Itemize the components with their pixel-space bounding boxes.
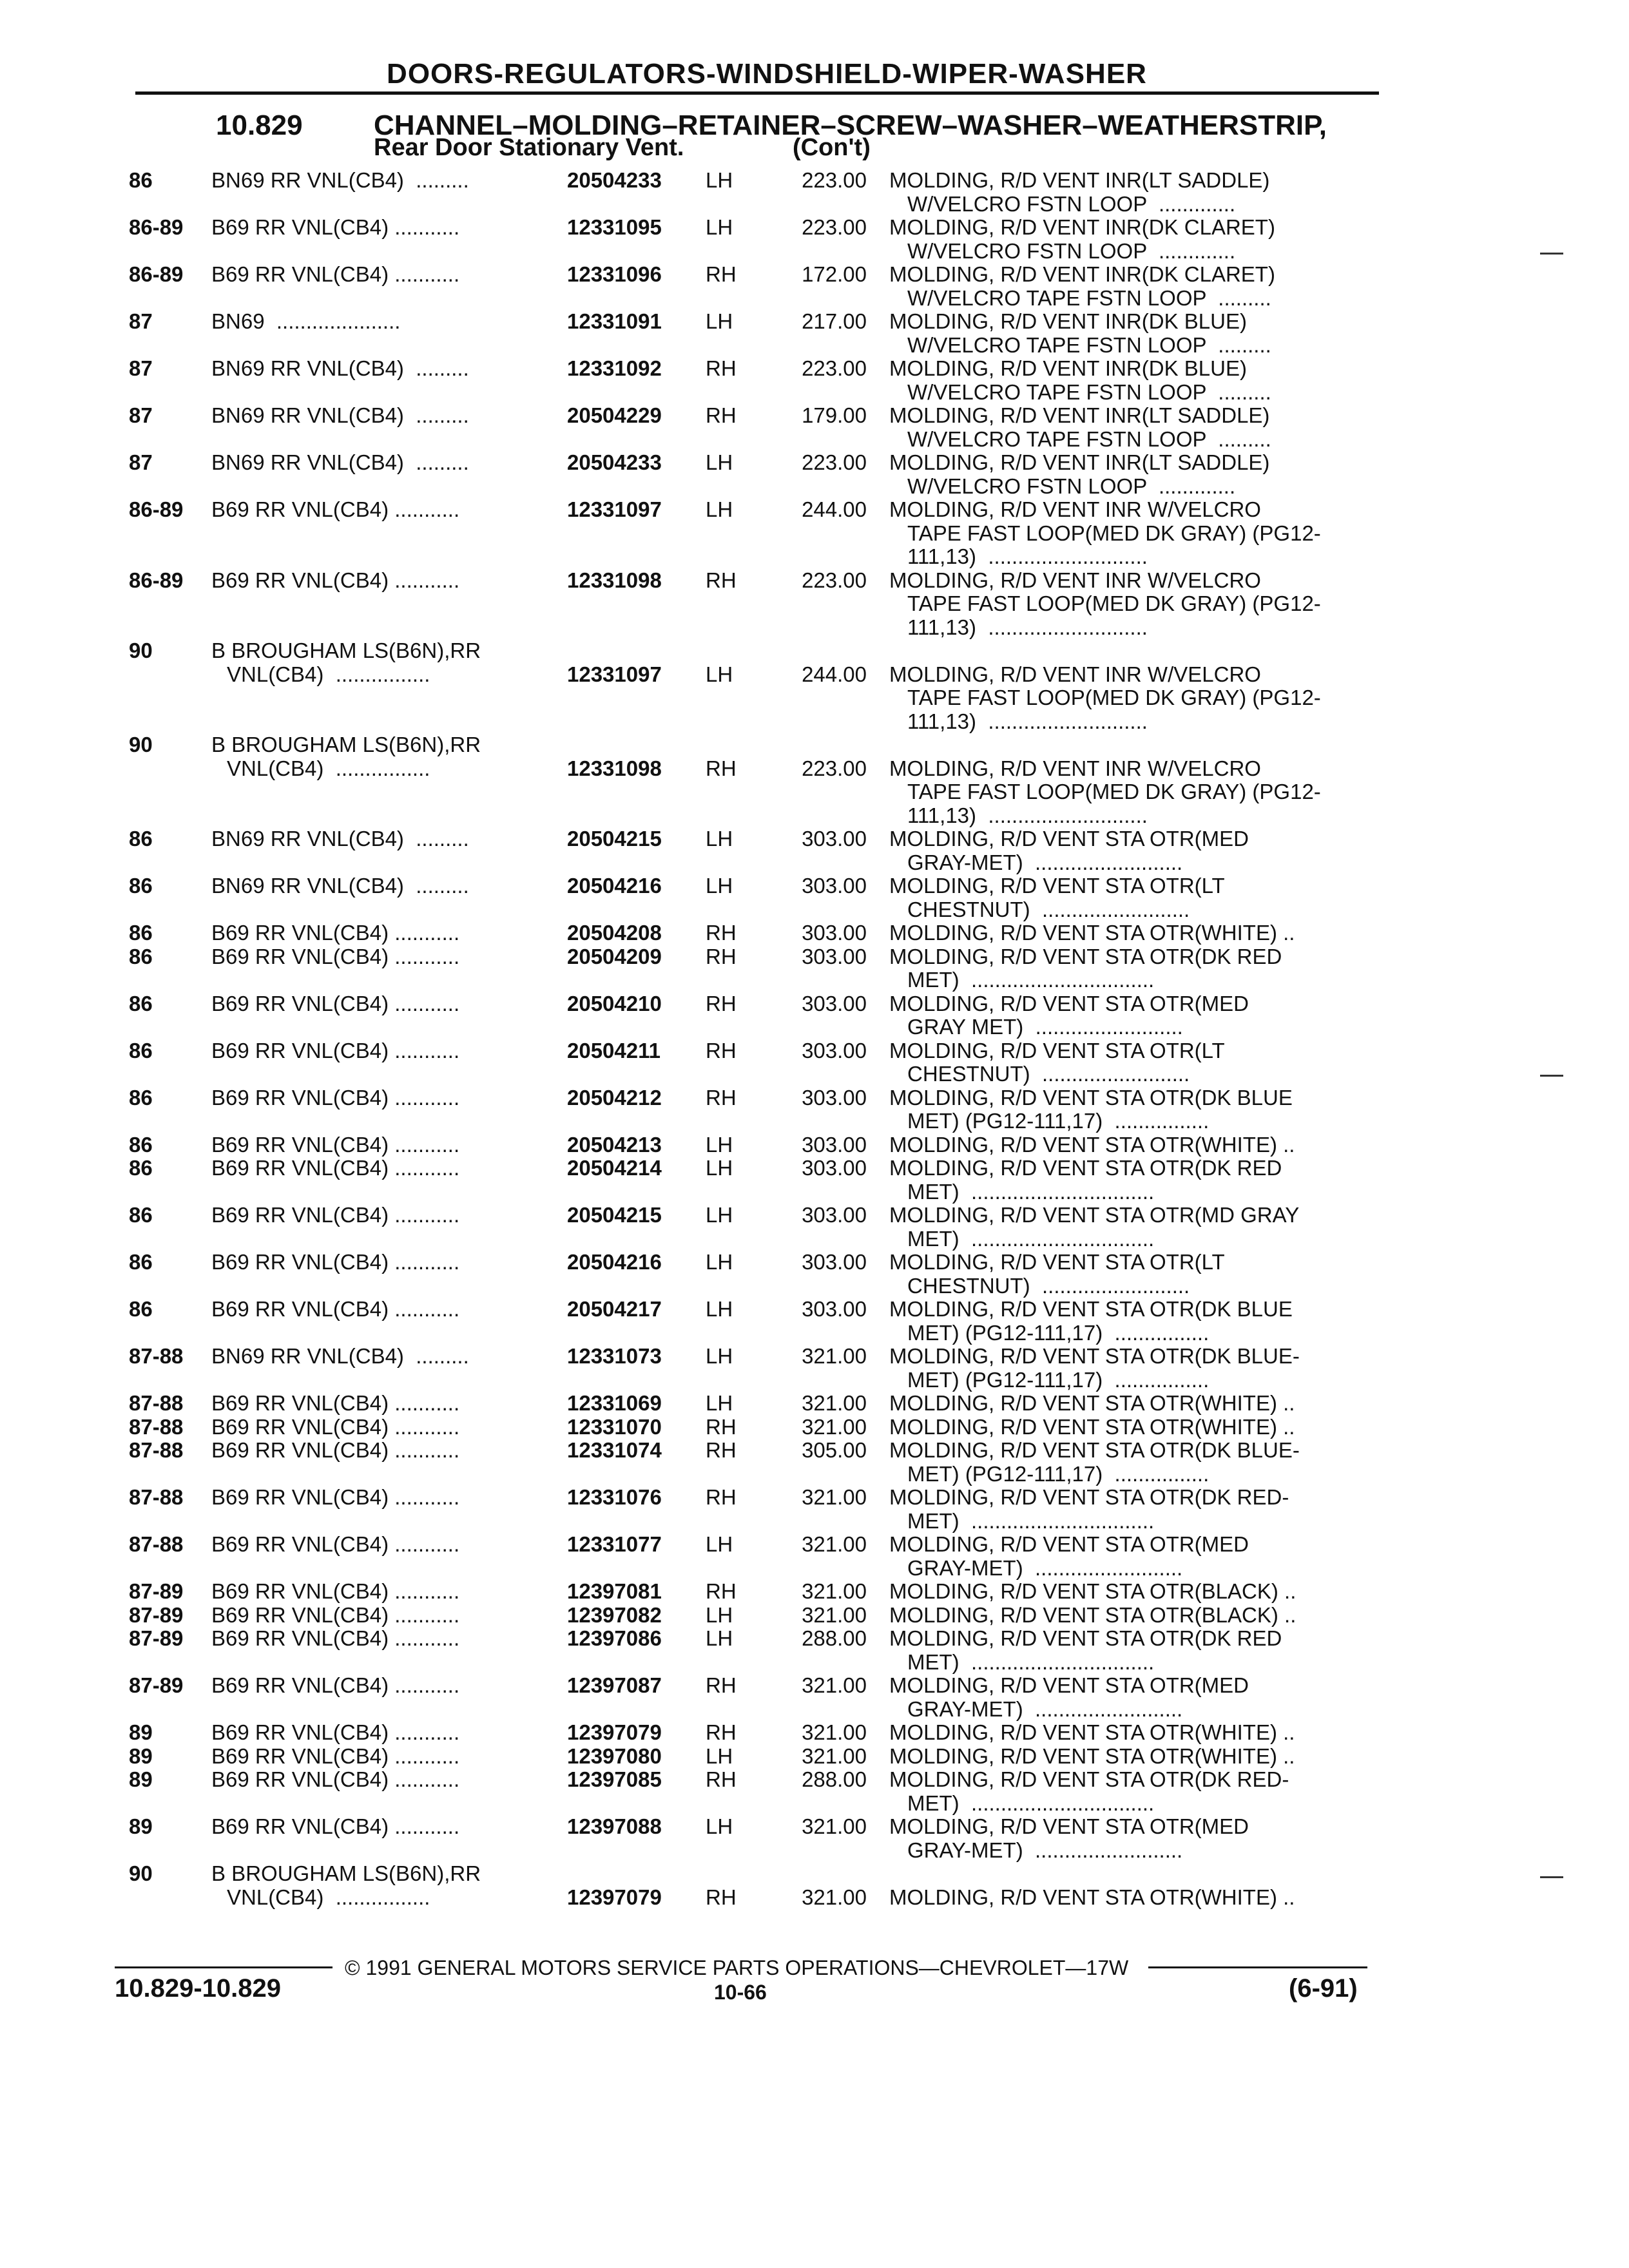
row-model: VNL(CB4) ................ — [227, 756, 430, 780]
section-title: CHANNEL–MOLDING–RETAINER–SCREW–WASHER–WEATHERSTRIP, — [374, 110, 1327, 141]
row-year: 86 — [129, 921, 153, 945]
row-year: 86-89 — [129, 497, 184, 521]
row-side: RH — [706, 1438, 737, 1462]
row-part-number: 20504212 — [567, 1085, 662, 1110]
row-part-number: 12331091 — [567, 309, 662, 333]
footer-section-range: 10.829-10.829 — [115, 1974, 282, 2003]
row-price: 321.00 — [802, 1485, 867, 1509]
row-model: B69 RR VNL(CB4) ........... — [211, 568, 460, 592]
row-part-number: 20504233 — [567, 168, 662, 192]
row-description: CHESTNUT) ......................... — [907, 897, 1190, 921]
row-model: B69 RR VNL(CB4) ........... — [211, 1038, 460, 1062]
row-description: MET) (PG12-111,17) ................ — [907, 1320, 1210, 1345]
row-year: 86-89 — [129, 568, 184, 592]
row-description: TAPE FAST LOOP(MED DK GRAY) (PG12- — [907, 686, 1321, 709]
row-price: 223.00 — [802, 568, 867, 592]
row-part-number: 20504215 — [567, 827, 662, 850]
row-year: 86-89 — [129, 262, 184, 286]
row-description: MET) (PG12-111,17) ................ — [907, 1367, 1210, 1392]
row-description: MOLDING, R/D VENT STA OTR(WHITE) .. — [889, 1391, 1295, 1415]
row-side: RH — [706, 1085, 737, 1110]
row-model: B69 RR VNL(CB4) ........... — [211, 1532, 460, 1556]
row-description: MOLDING, R/D VENT STA OTR(MED — [889, 1814, 1249, 1838]
row-part-number: 12331074 — [567, 1438, 662, 1462]
row-description: MOLDING, R/D VENT STA OTR(DK BLUE- — [889, 1344, 1300, 1368]
row-side: LH — [706, 1156, 733, 1180]
row-model: VNL(CB4) ................ — [227, 662, 430, 686]
row-description: TAPE FAST LOOP(MED DK GRAY) (PG12- — [907, 521, 1321, 545]
row-model: BN69 RR VNL(CB4) ......... — [211, 168, 469, 192]
row-model: BN69 ..................... — [211, 309, 401, 333]
row-part-number: 20504229 — [567, 403, 662, 427]
row-description: MOLDING, R/D VENT INR(DK BLUE) — [889, 309, 1247, 333]
row-description: MOLDING, R/D VENT STA OTR(DK RED- — [889, 1485, 1289, 1509]
row-part-number: 20504208 — [567, 921, 662, 945]
row-price: 321.00 — [802, 1391, 867, 1415]
margin-tick — [1540, 1075, 1563, 1077]
row-model: B69 RR VNL(CB4) ........... — [211, 1744, 460, 1768]
row-price: 217.00 — [802, 309, 867, 333]
row-price: 288.00 — [802, 1767, 867, 1791]
row-model: B69 RR VNL(CB4) ........... — [211, 1579, 460, 1603]
row-description: MET) ............................... — [907, 1508, 1155, 1533]
row-year: 86 — [129, 168, 153, 192]
footer-rule-right — [1148, 1966, 1367, 1968]
row-year: 86 — [129, 1132, 153, 1157]
row-description: MOLDING, R/D VENT INR(DK CLARET) — [889, 215, 1275, 239]
row-description: MOLDING, R/D VENT STA OTR(WHITE) .. — [889, 1414, 1295, 1439]
row-year: 86 — [129, 991, 153, 1015]
margin-tick — [1540, 1876, 1563, 1878]
row-model: BN69 RR VNL(CB4) ......... — [211, 403, 469, 427]
row-description: MOLDING, R/D VENT STA OTR(WHITE) .. — [889, 1885, 1295, 1909]
row-part-number: 20504214 — [567, 1156, 662, 1180]
row-price: 223.00 — [802, 356, 867, 380]
row-description: MET) (PG12-111,17) ................ — [907, 1461, 1210, 1486]
row-side: LH — [706, 1203, 733, 1227]
row-price: 223.00 — [802, 168, 867, 192]
row-price: 179.00 — [802, 403, 867, 427]
row-year: 90 — [129, 1861, 153, 1885]
row-description: MOLDING, R/D VENT STA OTR(BLACK) .. — [889, 1602, 1296, 1627]
row-part-number: 12331098 — [567, 568, 662, 592]
row-part-number: 12397082 — [567, 1602, 662, 1627]
row-model: B69 RR VNL(CB4) ........... — [211, 1132, 460, 1157]
margin-tick — [1540, 253, 1563, 255]
row-year: 86 — [129, 944, 153, 968]
row-part-number: 12397081 — [567, 1579, 662, 1603]
row-price: 321.00 — [802, 1602, 867, 1627]
row-model: B69 RR VNL(CB4) ........... — [211, 1085, 460, 1110]
row-year: 86 — [129, 1085, 153, 1110]
row-part-number: 12331092 — [567, 356, 662, 380]
row-model: BN69 RR VNL(CB4) ......... — [211, 356, 469, 380]
row-side: LH — [706, 1626, 733, 1650]
row-description: MOLDING, R/D VENT STA OTR(MED — [889, 1532, 1249, 1556]
row-description: 111,13) ........................... — [907, 615, 1148, 639]
row-description: MOLDING, R/D VENT STA OTR(DK RED — [889, 944, 1282, 968]
row-model: VNL(CB4) ................ — [227, 1885, 430, 1909]
row-model: B69 RR VNL(CB4) ........... — [211, 921, 460, 945]
row-side: RH — [706, 262, 737, 286]
row-part-number: 12397088 — [567, 1814, 662, 1838]
row-description: 111,13) ........................... — [907, 803, 1148, 827]
row-year: 89 — [129, 1767, 153, 1791]
row-year: 86 — [129, 1250, 153, 1274]
row-price: 303.00 — [802, 1203, 867, 1227]
row-year: 87 — [129, 450, 153, 474]
row-part-number: 12331076 — [567, 1485, 662, 1509]
row-side: RH — [706, 1767, 737, 1791]
row-part-number: 12331097 — [567, 662, 662, 686]
footer-date: (6-91) — [1289, 1974, 1358, 2003]
row-year: 86-89 — [129, 215, 184, 239]
row-part-number: 20504217 — [567, 1297, 662, 1321]
row-model: B69 RR VNL(CB4) ........... — [211, 1438, 460, 1462]
row-description: MOLDING, R/D VENT STA OTR(LT — [889, 1038, 1225, 1062]
row-description: W/VELCRO FSTN LOOP ............. — [907, 474, 1236, 498]
row-model: B69 RR VNL(CB4) ........... — [211, 1673, 460, 1697]
row-description: MOLDING, R/D VENT INR(LT SADDLE) — [889, 450, 1270, 474]
row-price: 303.00 — [802, 1085, 867, 1110]
row-part-number: 20504216 — [567, 874, 662, 898]
row-year: 90 — [129, 733, 153, 756]
row-description: MET) ............................... — [907, 1791, 1155, 1815]
row-price: 303.00 — [802, 991, 867, 1015]
row-price: 321.00 — [802, 1885, 867, 1909]
row-description: MOLDING, R/D VENT STA OTR(LT — [889, 874, 1225, 898]
row-year: 86 — [129, 1156, 153, 1180]
row-description: MOLDING, R/D VENT INR W/VELCRO — [889, 568, 1261, 592]
row-year: 87 — [129, 356, 153, 380]
row-side: LH — [706, 874, 733, 898]
row-year: 87-89 — [129, 1626, 184, 1650]
row-part-number: 12331077 — [567, 1532, 662, 1556]
row-description: MOLDING, R/D VENT STA OTR(LT — [889, 1250, 1225, 1274]
row-price: 172.00 — [802, 262, 867, 286]
row-description: MOLDING, R/D VENT INR(LT SADDLE) — [889, 403, 1270, 427]
row-side: RH — [706, 356, 737, 380]
row-description: MOLDING, R/D VENT STA OTR(WHITE) .. — [889, 1132, 1295, 1157]
row-part-number: 12331095 — [567, 215, 662, 239]
row-side: RH — [706, 1720, 737, 1744]
row-model: B69 RR VNL(CB4) ........... — [211, 1602, 460, 1627]
row-description: CHESTNUT) ......................... — [907, 1062, 1190, 1086]
row-side: RH — [706, 1485, 737, 1509]
row-side: RH — [706, 1579, 737, 1603]
row-side: RH — [706, 1038, 737, 1062]
row-year: 87 — [129, 309, 153, 333]
row-part-number: 12331073 — [567, 1344, 662, 1368]
row-year: 87 — [129, 403, 153, 427]
row-description: MOLDING, R/D VENT INR W/VELCRO — [889, 756, 1261, 780]
row-price: 223.00 — [802, 756, 867, 780]
row-side: RH — [706, 1885, 737, 1909]
row-model: B69 RR VNL(CB4) ........... — [211, 944, 460, 968]
row-model: B69 RR VNL(CB4) ........... — [211, 1250, 460, 1274]
row-part-number: 12331097 — [567, 497, 662, 521]
page-title: DOORS-REGULATORS-WINDSHIELD-WIPER-WASHER — [387, 58, 1147, 90]
row-description: MOLDING, R/D VENT STA OTR(MD GRAY — [889, 1203, 1300, 1227]
row-side: LH — [706, 1132, 733, 1157]
row-price: 321.00 — [802, 1673, 867, 1697]
row-side: LH — [706, 309, 733, 333]
row-price: 303.00 — [802, 1038, 867, 1062]
row-price: 321.00 — [802, 1532, 867, 1556]
row-price: 303.00 — [802, 874, 867, 898]
row-description: MOLDING, R/D VENT STA OTR(DK BLUE- — [889, 1438, 1300, 1462]
row-description: MOLDING, R/D VENT STA OTR(DK RED — [889, 1626, 1282, 1650]
row-year: 89 — [129, 1744, 153, 1768]
row-model: BN69 RR VNL(CB4) ......... — [211, 874, 469, 898]
row-model: B69 RR VNL(CB4) ........... — [211, 1767, 460, 1791]
row-side: RH — [706, 568, 737, 592]
section-subtitle: Rear Door Stationary Vent. — [374, 134, 684, 161]
row-description: TAPE FAST LOOP(MED DK GRAY) (PG12- — [907, 780, 1321, 803]
row-part-number: 12397087 — [567, 1673, 662, 1697]
row-description: MOLDING, R/D VENT STA OTR(DK BLUE — [889, 1297, 1293, 1321]
row-description: MOLDING, R/D VENT INR W/VELCRO — [889, 497, 1261, 521]
row-description: GRAY-MET) ......................... — [907, 1555, 1183, 1580]
row-description: 111,13) ........................... — [907, 709, 1148, 733]
row-side: LH — [706, 1744, 733, 1768]
row-price: 303.00 — [802, 1297, 867, 1321]
row-part-number: 20504216 — [567, 1250, 662, 1274]
row-part-number: 12331096 — [567, 262, 662, 286]
row-model: B69 RR VNL(CB4) ........... — [211, 1720, 460, 1744]
row-year: 86 — [129, 1203, 153, 1227]
row-year: 89 — [129, 1720, 153, 1744]
row-side: LH — [706, 1391, 733, 1415]
row-model: B69 RR VNL(CB4) ........... — [211, 1814, 460, 1838]
row-price: 321.00 — [802, 1720, 867, 1744]
row-year: 87-88 — [129, 1485, 184, 1509]
row-description: MET) (PG12-111,17) ................ — [907, 1109, 1210, 1133]
row-model: BN69 RR VNL(CB4) ......... — [211, 450, 469, 474]
row-side: LH — [706, 1250, 733, 1274]
row-description: CHESTNUT) ......................... — [907, 1273, 1190, 1298]
row-description: MET) ............................... — [907, 1226, 1155, 1251]
row-side: LH — [706, 215, 733, 239]
row-description: MOLDING, R/D VENT STA OTR(MED — [889, 1673, 1249, 1697]
row-description: MET) ............................... — [907, 1649, 1155, 1674]
row-description: MOLDING, R/D VENT STA OTR(DK RED — [889, 1156, 1282, 1180]
row-description: TAPE FAST LOOP(MED DK GRAY) (PG12- — [907, 591, 1321, 615]
row-description: MOLDING, R/D VENT STA OTR(WHITE) .. — [889, 921, 1295, 945]
row-price: 223.00 — [802, 450, 867, 474]
row-model: BN69 RR VNL(CB4) ......... — [211, 827, 469, 850]
row-description: MOLDING, R/D VENT STA OTR(DK BLUE — [889, 1085, 1293, 1110]
row-price: 288.00 — [802, 1626, 867, 1650]
row-year: 87-88 — [129, 1344, 184, 1368]
row-side: LH — [706, 1814, 733, 1838]
row-description: MOLDING, R/D VENT STA OTR(WHITE) .. — [889, 1720, 1295, 1744]
row-model: B69 RR VNL(CB4) ........... — [211, 1626, 460, 1650]
row-part-number: 20504211 — [567, 1038, 661, 1062]
row-model: B69 RR VNL(CB4) ........... — [211, 991, 460, 1015]
row-description: GRAY-MET) ......................... — [907, 850, 1183, 874]
row-part-number: 12331098 — [567, 756, 662, 780]
row-year: 87-88 — [129, 1438, 184, 1462]
row-description: MOLDING, R/D VENT STA OTR(BLACK) .. — [889, 1579, 1296, 1603]
row-model: B BROUGHAM LS(B6N),RR — [211, 1861, 481, 1885]
row-description: GRAY-MET) ......................... — [907, 1838, 1183, 1862]
row-description: MOLDING, R/D VENT INR W/VELCRO — [889, 662, 1261, 686]
row-model: B BROUGHAM LS(B6N),RR — [211, 733, 481, 756]
row-year: 87-88 — [129, 1532, 184, 1556]
row-year: 87-89 — [129, 1579, 184, 1603]
row-model: B69 RR VNL(CB4) ........... — [211, 1485, 460, 1509]
row-model: B BROUGHAM LS(B6N),RR — [211, 639, 481, 662]
row-part-number: 20504233 — [567, 450, 662, 474]
row-price: 305.00 — [802, 1438, 867, 1462]
row-price: 303.00 — [802, 1132, 867, 1157]
row-price: 303.00 — [802, 921, 867, 945]
row-price: 244.00 — [802, 662, 867, 686]
row-price: 321.00 — [802, 1579, 867, 1603]
row-side: LH — [706, 1344, 733, 1368]
row-side: LH — [706, 1297, 733, 1321]
row-part-number: 12397085 — [567, 1767, 662, 1791]
row-model: B69 RR VNL(CB4) ........... — [211, 1297, 460, 1321]
row-part-number: 12397080 — [567, 1744, 662, 1768]
row-part-number: 20504209 — [567, 944, 662, 968]
row-price: 303.00 — [802, 944, 867, 968]
row-description: MOLDING, R/D VENT STA OTR(DK RED- — [889, 1767, 1289, 1791]
row-price: 303.00 — [802, 827, 867, 850]
row-part-number: 12331069 — [567, 1391, 662, 1415]
row-description: MET) ............................... — [907, 1179, 1155, 1204]
row-year: 90 — [129, 639, 153, 662]
footer-page-number: 10-66 — [714, 1981, 767, 2004]
section-code: 10.829 — [216, 110, 303, 141]
row-description: MET) ............................... — [907, 968, 1155, 992]
row-model: B69 RR VNL(CB4) ........... — [211, 262, 460, 286]
row-side: LH — [706, 168, 733, 192]
row-part-number: 20504215 — [567, 1203, 662, 1227]
row-model: BN69 RR VNL(CB4) ......... — [211, 1344, 469, 1368]
row-year: 86 — [129, 827, 153, 850]
row-side: RH — [706, 1414, 737, 1439]
row-description: 111,13) ........................... — [907, 544, 1148, 568]
row-model: B69 RR VNL(CB4) ........... — [211, 1391, 460, 1415]
row-part-number: 20504210 — [567, 991, 662, 1015]
row-description: W/VELCRO TAPE FSTN LOOP ......... — [907, 332, 1271, 357]
row-price: 223.00 — [802, 215, 867, 239]
row-year: 89 — [129, 1814, 153, 1838]
row-price: 321.00 — [802, 1814, 867, 1838]
row-year: 86 — [129, 1038, 153, 1062]
row-side: LH — [706, 497, 733, 521]
row-year: 86 — [129, 874, 153, 898]
row-side: RH — [706, 944, 737, 968]
row-year: 87-89 — [129, 1673, 184, 1697]
row-part-number: 20504213 — [567, 1132, 662, 1157]
row-model: B69 RR VNL(CB4) ........... — [211, 215, 460, 239]
row-side: RH — [706, 1673, 737, 1697]
row-side: LH — [706, 1532, 733, 1556]
row-model: B69 RR VNL(CB4) ........... — [211, 1203, 460, 1227]
row-side: LH — [706, 450, 733, 474]
row-part-number: 12331070 — [567, 1414, 662, 1439]
row-description: W/VELCRO TAPE FSTN LOOP ......... — [907, 380, 1271, 404]
row-description: W/VELCRO TAPE FSTN LOOP ......... — [907, 285, 1271, 310]
row-side: RH — [706, 921, 737, 945]
row-side: LH — [706, 827, 733, 850]
row-model: B69 RR VNL(CB4) ........... — [211, 1414, 460, 1439]
row-year: 87-88 — [129, 1391, 184, 1415]
row-model: B69 RR VNL(CB4) ........... — [211, 1156, 460, 1180]
row-description: MOLDING, R/D VENT STA OTR(MED — [889, 991, 1249, 1015]
row-part-number: 12397079 — [567, 1720, 662, 1744]
row-price: 321.00 — [802, 1744, 867, 1768]
row-side: RH — [706, 991, 737, 1015]
row-model: B69 RR VNL(CB4) ........... — [211, 497, 460, 521]
row-price: 303.00 — [802, 1250, 867, 1274]
row-description: GRAY MET) ......................... — [907, 1015, 1183, 1039]
row-year: 87-88 — [129, 1414, 184, 1439]
row-description: MOLDING, R/D VENT STA OTR(MED — [889, 827, 1249, 850]
row-description: MOLDING, R/D VENT INR(DK CLARET) — [889, 262, 1275, 286]
footer-copyright: © 1991 GENERAL MOTORS SERVICE PARTS OPERATIONS—CHEVROLET—17W — [345, 1956, 1129, 1979]
row-description: W/VELCRO TAPE FSTN LOOP ......... — [907, 427, 1271, 451]
row-part-number: 12397079 — [567, 1885, 662, 1909]
row-side: RH — [706, 756, 737, 780]
row-price: 321.00 — [802, 1414, 867, 1439]
row-part-number: 12397086 — [567, 1626, 662, 1650]
section-continued: (Con't) — [793, 134, 871, 161]
row-description: W/VELCRO FSTN LOOP ............. — [907, 191, 1236, 216]
row-description: MOLDING, R/D VENT STA OTR(WHITE) .. — [889, 1744, 1295, 1768]
row-year: 87-89 — [129, 1602, 184, 1627]
row-price: 244.00 — [802, 497, 867, 521]
row-description: W/VELCRO FSTN LOOP ............. — [907, 238, 1236, 263]
footer-rule-left — [115, 1966, 333, 1968]
row-description: GRAY-MET) ......................... — [907, 1696, 1183, 1721]
row-side: LH — [706, 662, 733, 686]
row-side: RH — [706, 403, 737, 427]
row-description: MOLDING, R/D VENT INR(LT SADDLE) — [889, 168, 1270, 192]
row-price: 303.00 — [802, 1156, 867, 1180]
row-side: LH — [706, 1602, 733, 1627]
row-year: 86 — [129, 1297, 153, 1321]
row-price: 321.00 — [802, 1344, 867, 1368]
row-description: MOLDING, R/D VENT INR(DK BLUE) — [889, 356, 1247, 380]
